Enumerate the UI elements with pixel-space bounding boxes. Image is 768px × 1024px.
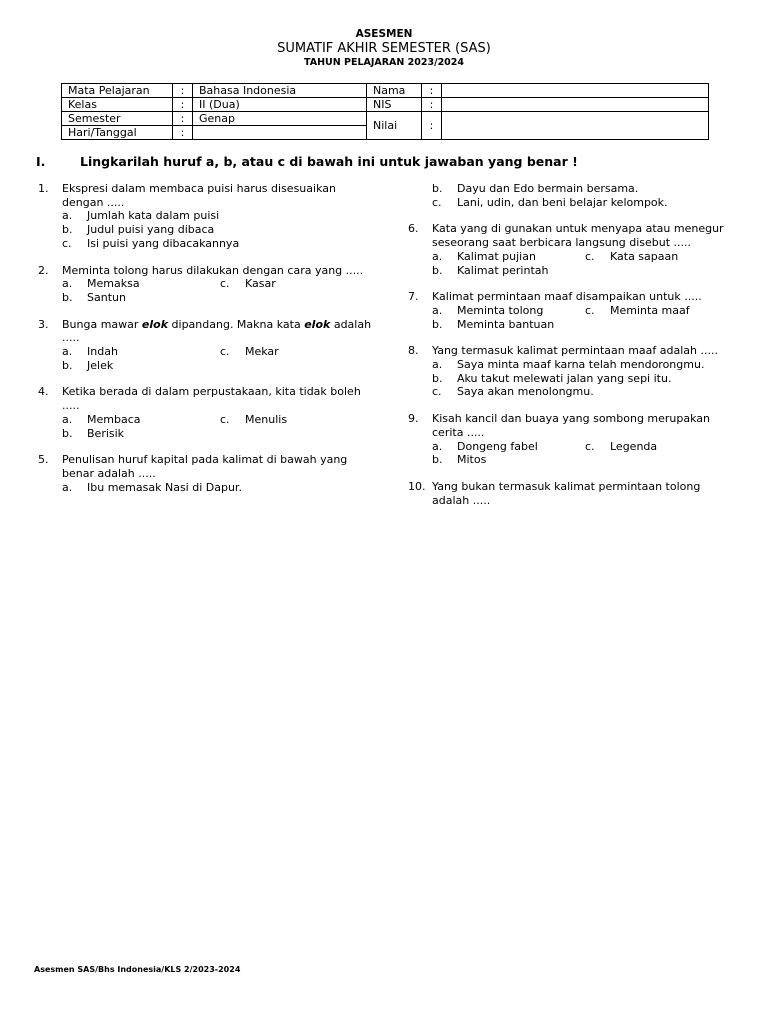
question-text: Penulisan huruf kapital pada kalimat di bawah yang benar adalah .....: [62, 453, 348, 480]
option-c[interactable]: c. Lani, udin, dan beni belajar kelompok.: [432, 195, 668, 209]
question-text: Yang bukan termasuk kalimat permintaan tolong adalah .....: [432, 479, 701, 507]
question-text: Kalimat permintaan maaf disampaikan untuk .....: [432, 290, 702, 304]
option-b[interactable]: b. Meminta bantuan: [432, 317, 555, 331]
option-b[interactable]: b. Judul puisi yang dibaca: [62, 223, 215, 237]
option-c[interactable]: c. Kasar: [220, 277, 276, 291]
kelas-label: Kelas: [62, 98, 173, 112]
question-text: Kisah kancil dan buaya yang sombong merupakan cerita .....: [432, 412, 711, 439]
question-6: [408, 222, 738, 277]
kelas-value: II (Dua): [193, 98, 367, 112]
option-c[interactable]: c. Kata sapaan: [585, 249, 679, 263]
question-1: [38, 182, 378, 251]
option-b[interactable]: b. Jelek: [62, 358, 114, 372]
identity-table: [61, 83, 709, 140]
semester-value: Genap: [193, 112, 367, 126]
option-a[interactable]: a. Dongeng fabel: [432, 439, 538, 453]
question-10: [408, 480, 738, 507]
question-number: 9.: [408, 412, 419, 426]
question-number: 10.: [408, 479, 426, 493]
question-text: Ekspresi dalam membaca puisi harus disesuaikan dengan .....: [62, 182, 336, 209]
question-number: 1.: [38, 182, 49, 195]
header-title: ASESMEN: [355, 28, 413, 40]
option-a[interactable]: a. Membaca: [62, 412, 141, 426]
separator: :: [173, 84, 193, 98]
option-c[interactable]: c. Saya akan menolongmu.: [432, 385, 594, 399]
option-a[interactable]: a. Jumlah kata dalam puisi: [62, 209, 220, 223]
option-b[interactable]: b. Berisik: [62, 426, 125, 440]
question-number: 3.: [38, 317, 49, 331]
option-c[interactable]: c. Meminta maaf: [585, 303, 690, 317]
question-number: 6.: [408, 222, 419, 236]
separator: :: [173, 126, 193, 140]
question-5-continued: [408, 182, 738, 209]
nilai-field[interactable]: [442, 112, 709, 140]
question-text: Kata yang di gunakan untuk menyapa atau menegur seseorang saat berbicara langsung disebut .....: [432, 222, 724, 250]
option-a[interactable]: a. Indah: [62, 345, 118, 359]
option-a[interactable]: a. Meminta tolong: [432, 303, 544, 317]
mapel-value: Bahasa Indonesia: [193, 84, 367, 98]
left-column: [38, 182, 378, 507]
question-text: Meminta tolong harus dilakukan dengan cara yang .....: [62, 263, 364, 277]
question-7: [408, 290, 738, 331]
option-b[interactable]: b. Aku takut melewati jalan yang sepi itu.: [432, 371, 672, 385]
question-2: [38, 264, 378, 305]
question-8: [408, 344, 738, 399]
question-number: 5.: [38, 453, 49, 467]
question-text: Bunga mawar elok dipandang. Makna kata elok adalah .....: [62, 317, 372, 345]
question-5: [38, 453, 378, 494]
option-c[interactable]: c. Legenda: [585, 439, 658, 453]
option-b[interactable]: b. Mitos: [432, 453, 487, 467]
option-b[interactable]: b. Dayu dan Edo bermain bersama.: [432, 182, 639, 195]
hari-field[interactable]: [193, 126, 367, 140]
option-c[interactable]: c. Mekar: [220, 345, 279, 359]
nama-field[interactable]: [442, 84, 709, 98]
separator: :: [422, 112, 442, 140]
nilai-label: Nilai: [367, 112, 422, 140]
question-text: Yang termasuk kalimat permintaan maaf adalah .....: [432, 344, 718, 358]
hari-label: Hari/Tanggal: [62, 126, 173, 140]
semester-label: Semester: [62, 112, 173, 126]
page-footer: Asesmen SAS/Bhs Indonesia/KLS 2/2023-2024: [34, 965, 241, 974]
option-a[interactable]: a. Ibu memasak Nasi di Dapur.: [62, 480, 242, 494]
nis-field[interactable]: [442, 98, 709, 112]
question-9: [408, 412, 738, 467]
nis-label: NIS: [367, 98, 422, 112]
separator: :: [422, 98, 442, 112]
option-c[interactable]: c. Menulis: [220, 412, 288, 426]
mapel-label: Mata Pelajaran: [62, 84, 173, 98]
option-a[interactable]: a. Kalimat pujian: [432, 249, 536, 263]
question-text: Ketika berada di dalam perpustakaan, kita tidak boleh .....: [62, 385, 361, 413]
header-subtitle: SUMATIF AKHIR SEMESTER (SAS): [277, 41, 491, 56]
header-year: TAHUN PELAJARAN 2023/2024: [303, 57, 465, 68]
option-a[interactable]: a. Saya minta maaf karna telah mendorongmu.: [432, 358, 705, 372]
option-a[interactable]: a. Memaksa: [62, 277, 140, 291]
question-4: [38, 385, 378, 440]
separator: :: [173, 112, 193, 126]
section-heading: [36, 154, 578, 169]
section-instruction: Lingkarilah huruf a, b, atau c di bawah ini untuk jawaban yang benar !: [80, 154, 578, 169]
separator: :: [422, 84, 442, 98]
question-number: 7.: [408, 290, 419, 304]
option-c[interactable]: c. Isi puisi yang dibacakannya: [62, 236, 240, 250]
option-b[interactable]: b. Kalimat perintah: [432, 263, 549, 277]
right-column: [408, 182, 738, 520]
section-number: I.: [36, 154, 46, 169]
question-number: 2.: [38, 263, 49, 277]
nama-label: Nama: [367, 84, 422, 98]
separator: :: [173, 98, 193, 112]
question-number: 4.: [38, 385, 49, 399]
option-b[interactable]: b. Santun: [62, 290, 126, 304]
question-3: [38, 318, 378, 373]
question-number: 8.: [408, 344, 419, 358]
